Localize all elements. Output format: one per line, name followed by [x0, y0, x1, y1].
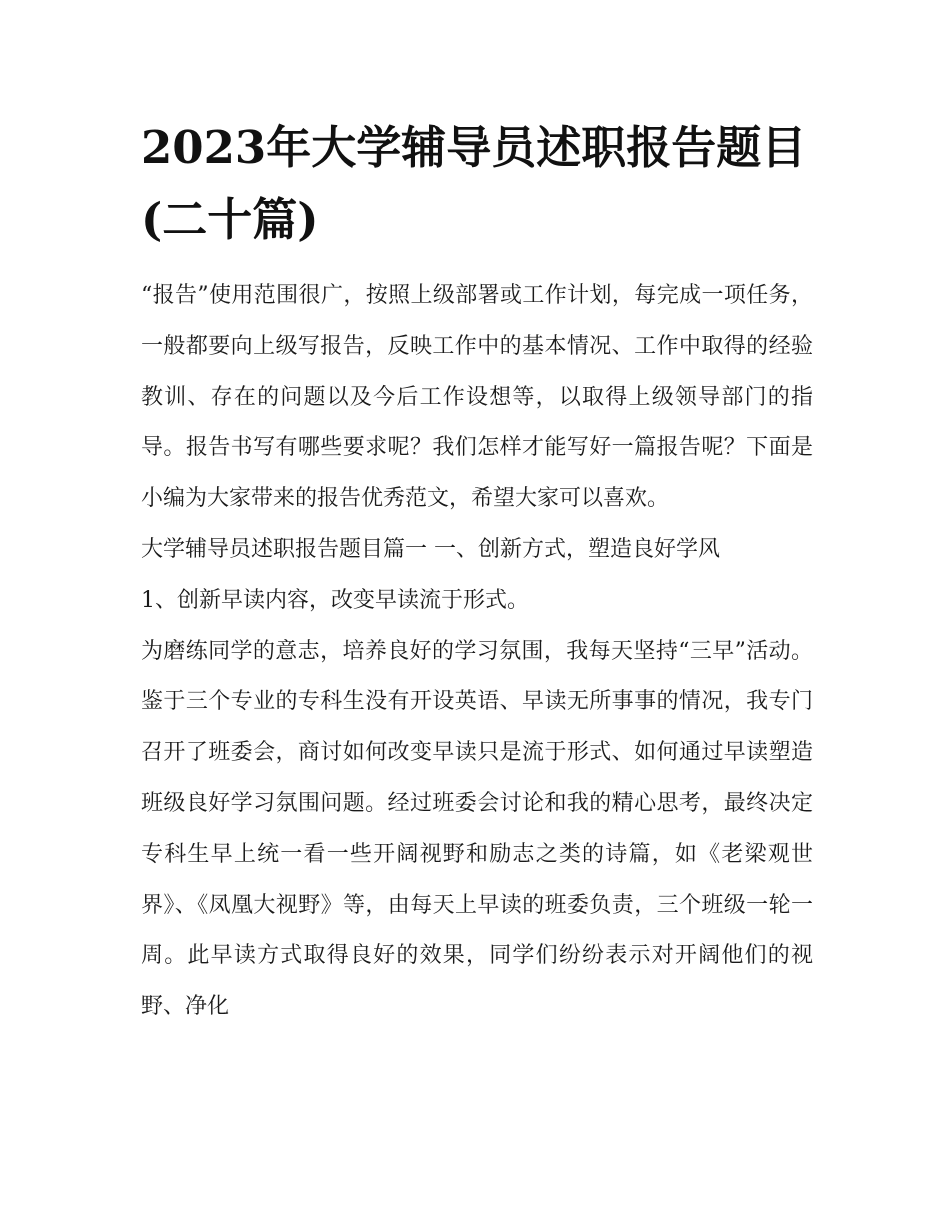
subsection-heading: 1、创新早读内容，改变早读流于形式。 — [141, 587, 529, 613]
document-page — [141, 112, 813, 1033]
section-heading: 大学辅导员述职报告题目篇一 一、创新方式，塑造良好学风 — [141, 536, 720, 562]
body-paragraph: 为磨练同学的意志，培养良好的学习氛围，我每天坚持“三早”活动。鉴于三个专业的专科生没有开设英语、早读无所事事的情况，我专门召开了班委会，商讨如何改变早读只是流于形式、如何通过早读塑造班级良好学习氛围问题。经过班委会讨论和我的精心思考，最终决定专科生早上统一看一些开阔视野和励志之类的诗篇，如《老梁观世界》、《凤凰大视野》等，由每天上早读的班委负责，三个班级一轮一周。此早读方式取得良好的效果，同学们纷纷表示对开阔他们的视野、净化 — [141, 638, 813, 1020]
document-title: 2023年大学辅导员述职报告题目(二十篇) — [141, 121, 807, 246]
document-body — [141, 271, 813, 1033]
intro-paragraph: “报告”使用范围很广，按照上级部署或工作计划，每完成一项任务，一般都要向上级写报告，反映工作中的基本情况、工作中取得的经验教训、存在的问题以及今后工作设想等，以取得上级领导部门的指导。报告书写有哪些要求呢？我们怎样才能写好一篇报告呢？下面是小编为大家带来的报告优秀范文，希望大家可以喜欢。 — [141, 283, 813, 512]
